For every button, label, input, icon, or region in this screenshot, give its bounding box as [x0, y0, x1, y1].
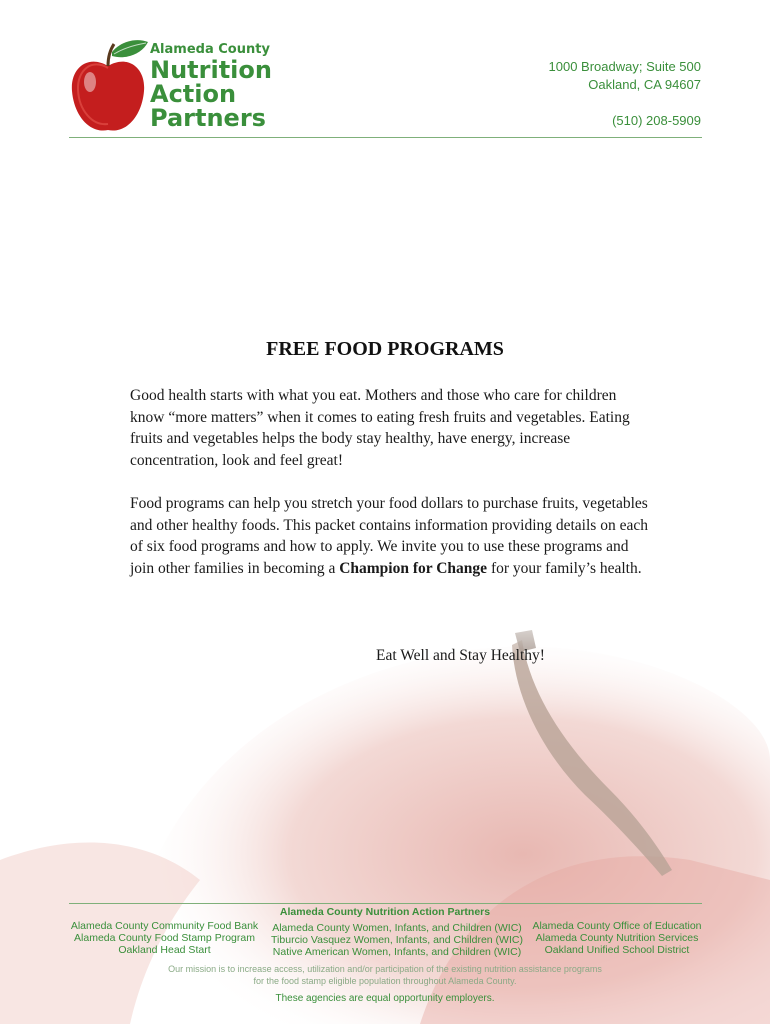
- address-city: Oakland, CA 94607: [588, 77, 701, 92]
- footer-divider: [69, 903, 702, 904]
- logo-county-text: Alameda County: [150, 42, 270, 57]
- footer-left-column: [62, 920, 267, 956]
- mission-line: for the food stamp eligible population throughout Alameda County.: [253, 976, 517, 986]
- footer-agency: Tiburcio Vasquez Women, Infants, and Children (WIC): [271, 934, 523, 946]
- footer-agency: Native American Women, Infants, and Children (WIC): [272, 946, 522, 958]
- footer-agency: Oakland Head Start: [118, 944, 211, 956]
- mission-statement: [0, 963, 770, 987]
- footer-middle-column: [268, 922, 526, 958]
- footer-right-column: [526, 920, 708, 956]
- equal-opportunity-statement: These agencies are equal opportunity employers.: [275, 993, 495, 1004]
- footer-agency: Alameda County Women, Infants, and Children (WIC): [272, 922, 522, 934]
- page-title: FREE FOOD PROGRAMS: [266, 338, 504, 360]
- footer-agency: Alameda County Nutrition Services: [535, 932, 699, 944]
- intro-paragraph: Good health starts with what you eat. Mothers and those who care for children know “more matters” when it comes to eating fresh fruits and vegetables. Eating fruits and vegetables helps the body stay healthy, have energy, increase concentration, look and feel great!: [130, 387, 630, 469]
- logo-partners-text: Partners: [150, 104, 266, 132]
- address-street: 1000 Broadway; Suite 500: [548, 59, 701, 74]
- address-block: [549, 58, 702, 130]
- footer-agency: Oakland Unified School District: [544, 944, 690, 956]
- footer-agency: Alameda County Community Food Bank: [70, 920, 259, 932]
- mission-line: Our mission is to increase access, utilization and/or participation of the existing nutrition assistance programs: [168, 964, 602, 974]
- header-divider: [69, 137, 702, 138]
- logo: [68, 36, 278, 136]
- apple-logo-icon: [68, 36, 148, 136]
- logo-nutrition-text: Nutrition: [150, 56, 272, 84]
- champion-for-change-text: Champion for Change: [339, 559, 488, 577]
- footer-title: Alameda County Nutrition Action Partners: [279, 906, 491, 918]
- footer-agency: Alameda County Office of Education: [532, 920, 702, 932]
- programs-paragraph-end: for your family’s health.: [487, 559, 642, 577]
- closing-line: Eat Well and Stay Healthy!: [376, 647, 545, 664]
- footer-agency: Alameda County Food Stamp Program: [74, 932, 255, 944]
- logo-action-text: Action: [150, 80, 237, 108]
- address-phone: (510) 208-5909: [612, 113, 701, 128]
- programs-paragraph: [130, 493, 650, 579]
- programs-paragraph-text: Food programs can help you stretch your food dollars to purchase fruits, vegetables and other healthy foods. This packet contains information providing details on each of six food programs and how to apply. We invite you to use these programs and join other families in becoming a: [130, 495, 648, 577]
